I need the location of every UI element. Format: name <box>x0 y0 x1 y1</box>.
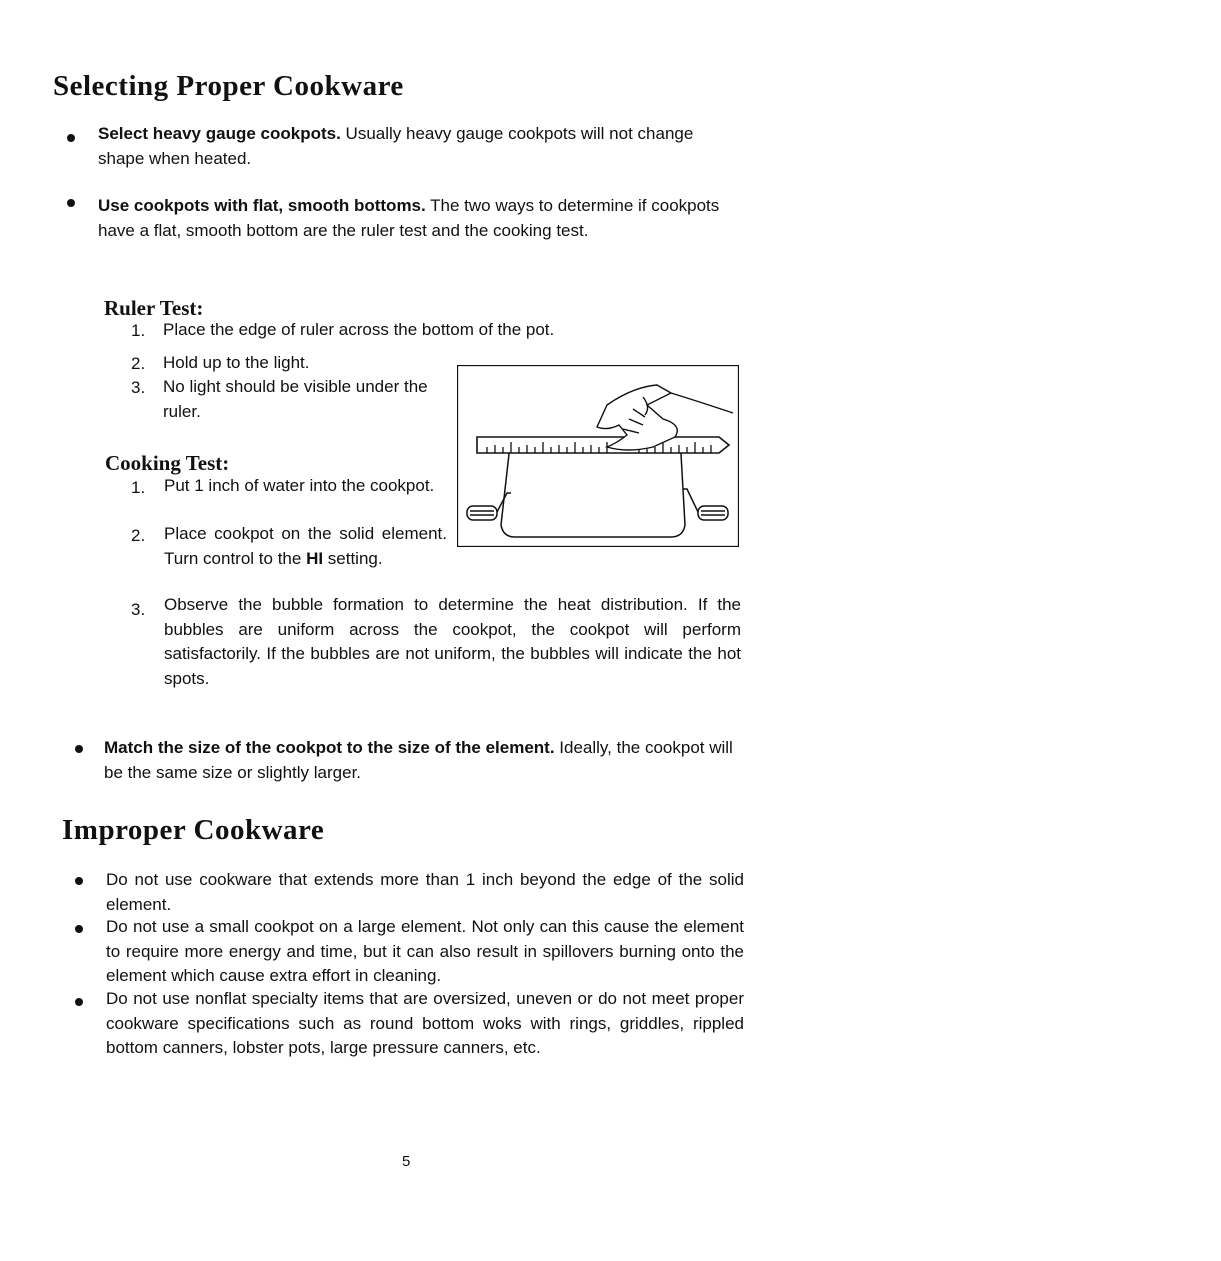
ruler-step-2: Hold up to the light. <box>163 353 310 372</box>
step-number: 1. <box>131 321 146 340</box>
step-number: 2. <box>131 354 146 373</box>
ruler-test-heading: Ruler Test: <box>104 296 204 320</box>
setting-label: HI <box>306 548 324 568</box>
cooking-step-2 <box>164 522 447 571</box>
ruler-icon <box>477 437 729 453</box>
improper-bullet-3: Do not use nonflat specialty items that are oversized, uneven or do not meet proper cookware specifications such as round bottom woks with rings, griddles, rippled bottom canners, lobster pots, large pressure canners, etc. <box>106 989 744 1057</box>
step-text: Place cookpot on the solid element. Turn control to the <box>164 524 447 568</box>
bullet-dot <box>75 998 83 1006</box>
step-text: setting. <box>323 548 383 568</box>
bullet-text: Ideally, the cookpot will be the same size or slightly larger. <box>104 738 733 782</box>
improper-bullet-1: Do not use cookware that extends more than 1 inch beyond the edge of the solid element. <box>106 870 744 914</box>
bullet-text: The two ways to determine if cookpots have a flat, smooth bottom are the ruler test and the cooking test. <box>98 196 720 240</box>
step-number: 2. <box>131 526 146 545</box>
improper-bullet-2: Do not use a small cookpot on a large element. Not only can this cause the element to require more energy and time, but it can also result in spillovers burning onto the element which cause extra effort in cleaning. <box>106 917 744 985</box>
cooking-test-heading: Cooking Test: <box>105 451 230 475</box>
cooking-step-1: Put 1 inch of water into the cookpot. <box>164 476 435 495</box>
section-title-selecting: Selecting Proper Cookware <box>53 70 404 102</box>
bullet-dot <box>75 745 83 753</box>
bullet-flat-bottoms <box>98 194 740 243</box>
step-number: 1. <box>131 478 146 497</box>
step-number: 3. <box>131 600 146 619</box>
right-handle-icon <box>683 489 728 520</box>
bullet-match-size <box>104 736 746 785</box>
step-number: 3. <box>131 378 146 397</box>
bullet-heading: Use cookpots with flat, smooth bottoms. <box>98 196 426 215</box>
bullet-text: Usually heavy gauge cookpots will not change shape when heated. <box>98 124 694 168</box>
ruler-step-3: No light should be visible under the ruler. <box>163 377 428 421</box>
ruler-test-illustration <box>457 365 739 547</box>
cooking-step-3: Observe the bubble formation to determine the heat distribution. If the bubbles are uniform across the cookpot, the cookpot will perform satisfactorily. If the bubbles are not uniform, the bubbles will indicate the hot spots. <box>164 595 741 688</box>
bullet-heading: Match the size of the cookpot to the size of the element. <box>104 738 555 757</box>
bullet-heading: Select heavy gauge cookpots. <box>98 124 341 143</box>
bullet-heavy-gauge <box>98 122 740 171</box>
bullet-dot <box>67 199 75 207</box>
bullet-dot <box>67 134 75 142</box>
cookpot-icon <box>501 449 685 537</box>
ruler-step-1: Place the edge of ruler across the bottom of the pot. <box>163 320 555 339</box>
section-title-improper: Improper Cookware <box>62 814 325 846</box>
bullet-dot <box>75 925 83 933</box>
bullet-dot <box>75 877 83 885</box>
page-number: 5 <box>402 1153 411 1170</box>
